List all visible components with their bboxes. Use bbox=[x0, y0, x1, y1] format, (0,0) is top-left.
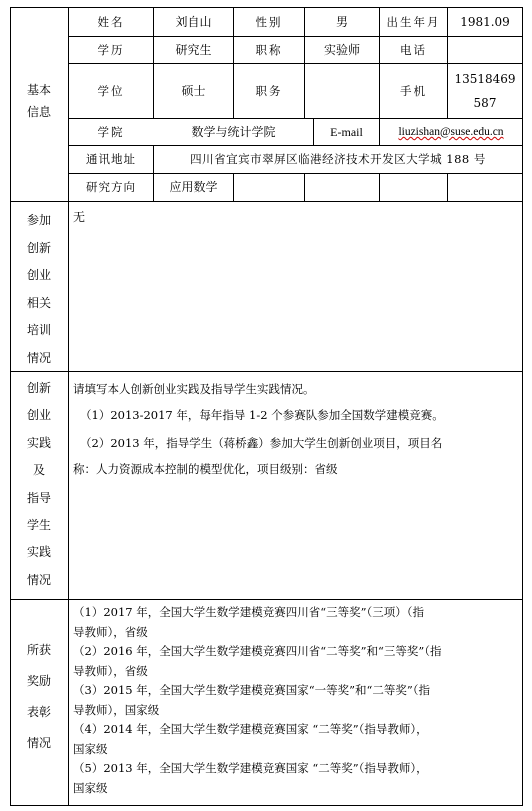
position-value bbox=[305, 64, 379, 118]
practice-line: （1）2013-2017 年，每年指导 1-2 个参赛队参加全国数学建模竞赛。 bbox=[80, 408, 444, 422]
mobile-value: 13518469 587 bbox=[454, 72, 516, 110]
awards-line: （1）2017 年，全国大学生数学建模竞赛四川省“三等奖”（三项）（指 bbox=[73, 605, 424, 619]
email-value: liuzishan@suse.edu.cn bbox=[398, 125, 504, 138]
practice-line: 请填写本人创新创业实践及指导学生实践情况。 bbox=[73, 382, 315, 396]
birth-value: 1981.09 bbox=[460, 14, 510, 29]
research-value: 应用数学 bbox=[169, 180, 218, 194]
title-value: 实验师 bbox=[323, 42, 360, 57]
college-label: 学院 bbox=[97, 124, 125, 139]
gender-label: 性别 bbox=[255, 14, 283, 29]
divider-training bbox=[10, 201, 523, 202]
education-label: 学历 bbox=[97, 42, 125, 57]
position-label: 职务 bbox=[255, 83, 283, 98]
application-form bbox=[10, 7, 523, 806]
address-value: 四川省宜宾市翠屏区临港经济技术开发区大学城 188 号 bbox=[190, 152, 486, 167]
col-line-r6-d bbox=[447, 173, 448, 201]
gender-value: 男 bbox=[335, 14, 348, 29]
col-line-r6-b bbox=[304, 173, 305, 201]
col-line-r6-c bbox=[379, 173, 380, 201]
awards-content bbox=[73, 603, 518, 798]
title-label: 职称 bbox=[255, 42, 283, 57]
education-value: 研究生 bbox=[175, 42, 212, 57]
awards-line: 导教师），国家级 bbox=[73, 702, 160, 717]
degree-label: 学位 bbox=[97, 83, 125, 98]
awards-line: （4）2014 年，全国大学生数学建模竞赛国家 “二等奖”（指导教师）， bbox=[73, 722, 428, 736]
practice-content bbox=[73, 377, 518, 481]
divider-awards bbox=[10, 599, 523, 600]
name-value: 刘自山 bbox=[175, 14, 212, 29]
basic-info-label: 基本 信息 bbox=[26, 83, 51, 119]
border-bottom bbox=[10, 805, 523, 806]
email-label: E-mail bbox=[330, 124, 363, 139]
address-label: 通讯地址 bbox=[86, 152, 136, 167]
divider-practice bbox=[10, 371, 523, 372]
phone-value bbox=[448, 37, 522, 63]
degree-value: 硕士 bbox=[181, 83, 206, 98]
practice-label: 创新 创业 实践 及 指导 学生 实践 情况 bbox=[26, 381, 51, 587]
training-content: 无 bbox=[73, 210, 86, 224]
practice-line: （2）2013 年，指导学生（蒋桥鑫）参加大学生创新创业项目，项目名 bbox=[80, 436, 443, 450]
border-left bbox=[10, 7, 11, 806]
awards-line: （3）2015 年，全国大学生数学建模竞赛国家“一等奖”和“二等奖”（指 bbox=[73, 683, 431, 697]
college-value: 数学与统计学院 bbox=[191, 124, 276, 139]
mobile-label: 手机 bbox=[400, 83, 427, 98]
training-label: 参加 创新 创业 相关 培训 情况 bbox=[26, 213, 51, 365]
awards-line: 导教师），省级 bbox=[73, 624, 148, 639]
phone-label: 电话 bbox=[400, 42, 427, 57]
awards-line: （5）2013 年，全国大学生数学建模竞赛国家 “二等奖”（指导教师）， bbox=[73, 761, 428, 775]
name-label: 姓名 bbox=[97, 14, 125, 29]
research-label: 研究方向 bbox=[86, 180, 136, 195]
col-line-r6-a bbox=[233, 173, 234, 201]
birth-label: 出生年月 bbox=[386, 14, 441, 29]
awards-line: 国家级 bbox=[73, 780, 108, 795]
border-right bbox=[522, 7, 523, 806]
practice-line: 称：人力资源成本控制的模型优化，项目级别：省级 bbox=[73, 462, 338, 476]
awards-line: （2）2016 年，全国大学生数学建模竞赛四川省“二等奖”和“三等奖”（指 bbox=[73, 644, 442, 658]
awards-line: 导教师），省级 bbox=[73, 663, 148, 678]
awards-line: 国家级 bbox=[73, 741, 108, 756]
awards-label: 所获 奖励 表彰 情况 bbox=[26, 643, 51, 750]
